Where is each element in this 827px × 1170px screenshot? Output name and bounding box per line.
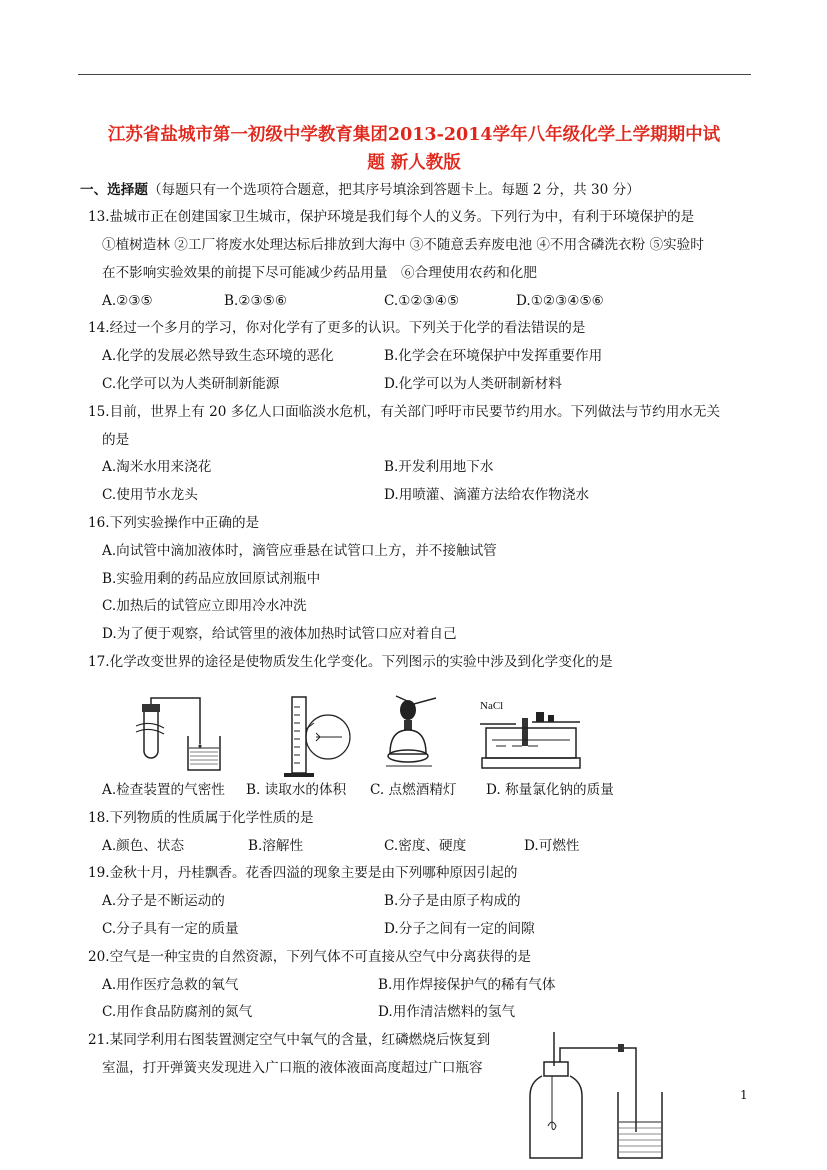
header-rule: [78, 74, 751, 75]
q20-option-b: B.用作焊接保护气的稀有气体: [378, 977, 556, 993]
q13-option-a: A.②③⑤: [102, 293, 153, 309]
q15-option-a: A.淘米水用来浇花: [102, 459, 212, 475]
q13-stem: 13.盐城市正在创建国家卫生城市，保护环境是我们每个人的义务。下列行为中，有利于环境保护的是: [88, 209, 695, 225]
q19-option-c: C.分子具有一定的质量: [102, 921, 239, 937]
title-line-2: 题 新人教版: [367, 153, 461, 173]
q15-option-b: B.开发利用地下水: [384, 459, 494, 475]
q16-option-d: D.为了便于观察，给试管里的液体加热时试管口应对着自己: [102, 626, 457, 642]
q18-stem: 18.下列物质的性质属于化学性质的是: [88, 810, 314, 826]
q15-stem: 15.目前，世界上有 20 多亿人口面临淡水危机，有关部门呼吁市民要节约用水。下列做法与节约用水无关: [88, 404, 721, 420]
q16-stem: 16.下列实验操作中正确的是: [88, 515, 260, 531]
document-title: [76, 121, 752, 177]
q20-option-c: C.用作食品防腐剂的氮气: [102, 1004, 253, 1020]
q17-option-c: C. 点燃酒精灯: [370, 782, 457, 798]
q14-stem: 14.经过一个多月的学习，你对化学有了更多的认识。下列关于化学的看法错误的是: [88, 320, 586, 336]
figure-airtightness-check: [128, 696, 228, 776]
section-heading: [80, 180, 640, 200]
q21-stem: 21.某同学利用右图装置测定空气中氧气的含量，红磷燃烧后恢复到: [88, 1032, 491, 1048]
q13-option-c: C.①②③④⑤: [384, 293, 460, 309]
q19-option-b: B.分子是由原子构成的: [384, 893, 521, 909]
figure-graduated-cylinder: [276, 693, 356, 779]
q16-option-b: B.实验用剩的药品应放回原试剂瓶中: [102, 571, 321, 587]
section-title: 一、选择题: [80, 182, 148, 198]
q14-option-b: B.化学会在环境保护中发挥重要作用: [384, 348, 603, 364]
q20-option-d: D.用作清洁燃料的氢气: [378, 1004, 516, 1020]
q19-stem: 19.金秋十月，丹桂飘香。花香四溢的现象主要是由下列哪种原因引起的: [88, 865, 518, 881]
q14-option-d: D.化学可以为人类研制新材料: [384, 376, 562, 392]
figure-alcohol-lamp: [382, 692, 442, 774]
section-note: （每题只有一个选项符合题意，把其序号填涂到答题卡上。每题 2 分，共 30 分）: [147, 182, 640, 198]
q17-stem: 17.化学改变世界的途径是使物质发生化学变化。下列图示的实验中涉及到化学变化的是: [88, 654, 613, 670]
title-line-1: 江苏省盐城市第一初级中学教育集团2013-2014学年八年级化学上学期期中试: [107, 125, 721, 145]
q19-option-a: A.分子是不断运动的: [102, 893, 225, 909]
q19-option-d: D.分子之间有一定的间隙: [384, 921, 535, 937]
figure-balance-nacl: [476, 698, 586, 774]
q15-option-d: D.用喷灌、滴灌方法给农作物浇水: [384, 487, 590, 503]
page-number: 1: [740, 1088, 748, 1102]
q18-option-c: C.密度、硬度: [384, 838, 467, 854]
q17-option-d: D. 称量氯化钠的质量: [486, 782, 614, 798]
q20-option-a: A.用作医疗急救的氧气: [102, 977, 239, 993]
q15-stem-cont: 的是: [102, 432, 130, 448]
q18-option-d: D.可燃性: [524, 838, 580, 854]
q14-option-a: A.化学的发展必然导致生态环境的恶化: [102, 348, 334, 364]
q15-option-c: C.使用节水龙头: [102, 487, 198, 503]
q14-option-c: C.化学可以为人类研制新能源: [102, 376, 280, 392]
figure-label-nacl: NaCl: [480, 700, 504, 712]
q16-option-c: C.加热后的试管应立即用冷水冲洗: [102, 598, 307, 614]
q18-option-b: B.溶解性: [248, 838, 304, 854]
q13-statements-2: 在不影响实验效果的前提下尽可能减少药品用量 ⑥合理使用农药和化肥: [102, 265, 537, 281]
q18-option-a: A.颜色、状态: [102, 838, 185, 854]
q21-stem-cont: 室温，打开弹簧夹发现进入广口瓶的液体液面高度超过广口瓶容: [102, 1060, 483, 1076]
q20-stem: 20.空气是一种宝贵的自然资源，下列气体不可直接从空气中分离获得的是: [88, 949, 532, 965]
figure-oxygen-apparatus: [526, 1032, 676, 1164]
q13-option-d: D.①②③④⑤⑥: [516, 293, 604, 309]
q13-option-b: B.②③⑤⑥: [224, 293, 288, 309]
q17-option-a: A.检查装置的气密性: [102, 782, 225, 798]
q16-option-a: A.向试管中滴加液体时，滴管应垂悬在试管口上方，并不接触试管: [102, 543, 497, 559]
q17-option-b: B. 读取水的体积: [246, 782, 347, 798]
q13-statements-1: ①植树造林 ②工厂将废水处理达标后排放到大海中 ③不随意丢弃废电池 ④不用含磷洗衣粉 ⑤实验时: [102, 237, 704, 253]
